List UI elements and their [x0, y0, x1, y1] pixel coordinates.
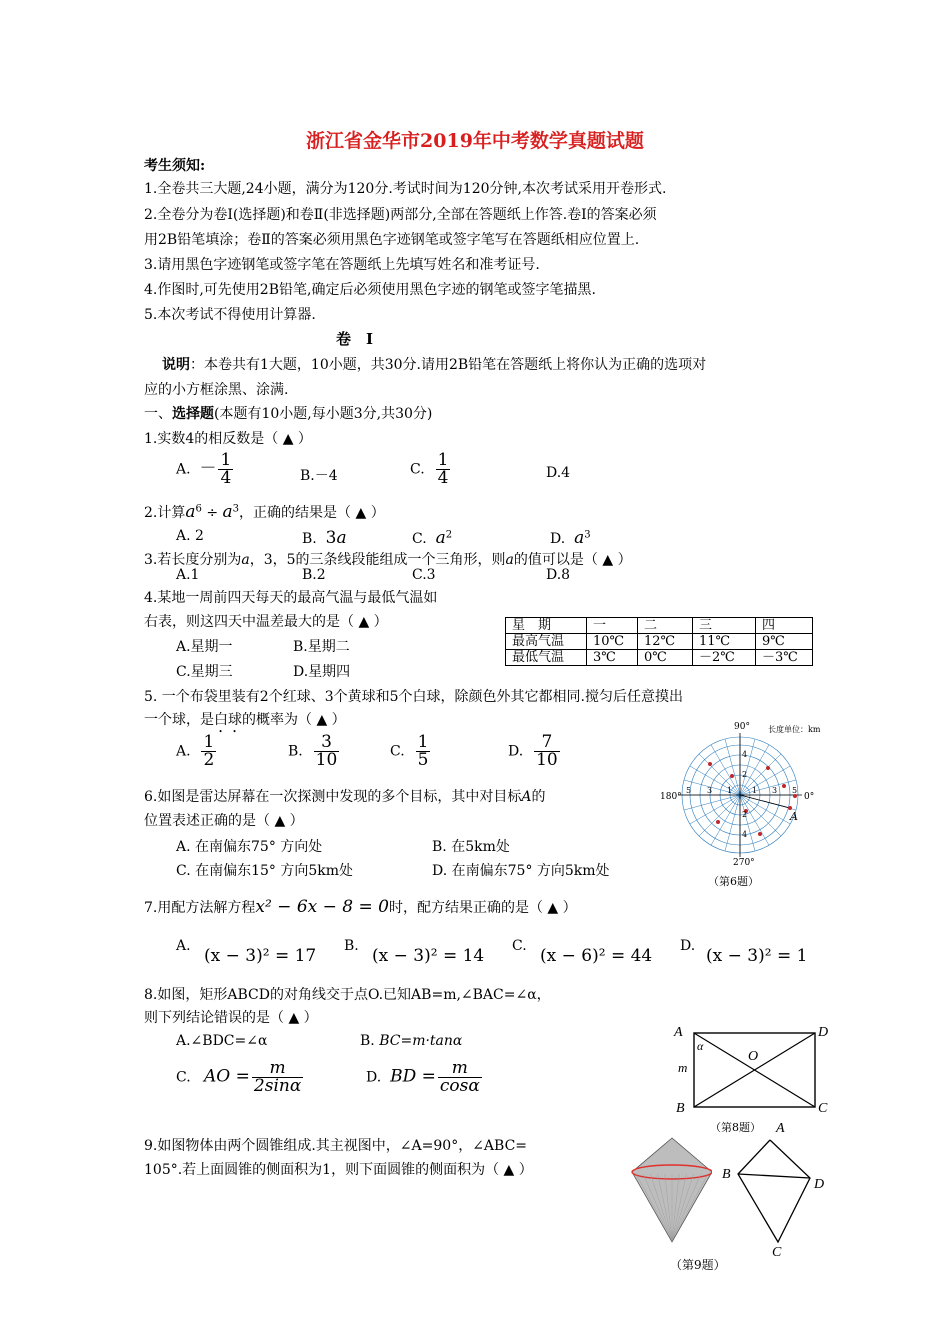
explain-text: ：本卷共有1大题，10小题，共30分.请用2B铅笔在答题纸上将你认为正确的选项对: [190, 357, 707, 373]
q3-stem: 3.若长度分别为a，3，5的三条线段能组成一个三角形，则a的值可以是（ ▲ ）: [144, 552, 632, 568]
section-prefix: 一、: [144, 406, 172, 422]
q2-option-d: D. $a^3$: [550, 528, 591, 548]
radar-spoke: [699, 795, 740, 836]
radar-figure: [660, 716, 840, 891]
q8-option-d: D. BD = $\frac{m}{\cos\alpha}$: [366, 1058, 480, 1096]
cone-label-c: C: [772, 1245, 782, 1260]
svg-text:4: 4: [742, 750, 748, 759]
q5-option-c: C. $\frac{1}{5}$: [390, 732, 429, 770]
radar-spoke: [740, 795, 755, 851]
rect-label-d: D: [818, 1025, 829, 1040]
q6-option-d: D. 在南偏东75° 方向5km处: [432, 863, 610, 879]
cone-label-a: A: [776, 1121, 785, 1136]
notice-line-5: 4.作图时,可先使用2B铅笔,确定后必须使用黑色字迹的钢笔或签字笔描黑.: [144, 282, 596, 298]
svg-text:2: 2: [742, 770, 748, 779]
svg-text:3: 3: [707, 786, 713, 795]
q3-option-b: B.2: [302, 567, 326, 583]
svg-text:1: 1: [727, 786, 733, 795]
volume-heading: 卷 Ⅰ: [336, 330, 374, 348]
radar-label-90: 90°: [734, 722, 750, 732]
rect-label-o: O: [748, 1049, 759, 1064]
rect-label-m: m: [678, 1060, 688, 1075]
q7-option-c: C.: [512, 938, 527, 954]
table-row: 最低气温 3℃ 0℃ －2℃ －3℃: [506, 650, 813, 666]
q3-option-d: D.8: [546, 567, 571, 583]
explain-label: 说明: [162, 357, 190, 373]
q6-option-a: A. 在南偏东75° 方向处: [176, 839, 323, 855]
q9-line-1: 9.如图物体由两个圆锥组成.其主视图中，∠A=90°，∠ABC=: [144, 1138, 528, 1154]
q7-option-a-value: (x − 3)² = 17: [204, 946, 317, 966]
section-name: 选择题: [172, 406, 214, 422]
q5-white-emphasis: 白球: [214, 712, 242, 728]
q7-option-b-value: (x − 3)² = 14: [372, 946, 485, 966]
q1-option-d: D.4: [546, 465, 571, 481]
q9-line-2: 105°.若上面圆锥的侧面积为1，则下面圆锥的侧面积为（ ▲ ）: [144, 1162, 533, 1178]
q7-option-d: D.: [680, 938, 696, 954]
q1-minus: －: [199, 458, 217, 479]
radar-label-0: 0°: [804, 792, 815, 802]
q4-line-1: 4.某地一周前四天每天的最高气温与最低气温如: [144, 590, 438, 606]
rect-label-a: A: [674, 1025, 683, 1040]
rect-label-c: C: [818, 1101, 828, 1116]
q6-line-2: 位置表述正确的是（ ▲ ）: [144, 813, 304, 829]
q5-option-a: A. $\frac{1}{2}$: [176, 732, 215, 770]
q4-option-b: B.星期二: [293, 639, 350, 655]
q7-option-b: B.: [344, 938, 359, 954]
radar-spoke: [711, 795, 740, 845]
q2-option-a: A. 2: [176, 528, 204, 544]
radar-spoke: [690, 795, 740, 824]
notice-line-4: 3.请用黑色字迹钢笔或签字笔在答题纸上先填写姓名和准考证号.: [144, 257, 540, 273]
q1-option-c: [410, 452, 452, 487]
double-cone-figure: [628, 1136, 712, 1246]
page-title: 浙江省金华市2019年中考数学真题试题: [306, 130, 644, 152]
svg-text:4: 4: [742, 830, 748, 839]
q1-a-fraction: $\frac{1}{4}$: [220, 450, 232, 488]
q3-option-a: A.1: [176, 567, 200, 583]
notice-line-1: 1.全卷共三大题,24小题，满分为120分.考试时间为120分钟,本次考试采用开卷形式.: [144, 181, 667, 197]
notice-line-6: 5.本次考试不得使用计算器.: [144, 307, 316, 323]
q1-a-label: A.: [176, 461, 191, 478]
notice-heading: 考生须知:: [144, 158, 206, 174]
svg-text:2: 2: [742, 810, 748, 819]
q8-option-a: A.∠BDC=∠α: [176, 1033, 268, 1049]
radar-spoke: [740, 766, 790, 795]
radar-spoke: [740, 795, 790, 824]
q5-line-1: 5. 一个布袋里装有2个红球、3个黄球和5个白球，除颜色外其它都相同.搅匀后任意摸出: [144, 689, 683, 705]
svg-text:5: 5: [686, 786, 692, 795]
q2-option-b: B. 3a: [302, 528, 347, 548]
temperature-table: [505, 617, 813, 666]
q8-line-2: 则下列结论错误的是（ ▲ ）: [144, 1010, 318, 1026]
rect-label-b: B: [676, 1101, 685, 1116]
q1-option-a: [176, 452, 235, 487]
radar-spoke: [725, 795, 740, 851]
q8-option-c: C. AO = $\frac{m}{2\sin\alpha}$: [176, 1058, 302, 1096]
q7-option-a: A.: [176, 938, 191, 954]
q6-option-b: B. 在5km处: [432, 839, 510, 855]
q6-option-c: C. 在南偏东15° 方向5km处: [176, 863, 354, 879]
q8-line-1: 8.如图，矩形ABCD的对角线交于点O.已知AB=m,∠BAC=∠α，: [144, 987, 551, 1003]
radar-label-270: 270°: [733, 858, 755, 868]
q4-option-d: D.星期四: [293, 664, 351, 680]
table-row: 星 期 一 二 三 四: [506, 618, 813, 634]
cone-label-b: B: [722, 1167, 731, 1182]
radar-spoke: [740, 780, 796, 795]
q7-option-d-value: (x − 3)² = 1: [706, 946, 808, 966]
explain-line-2: 应的小方框涂黑、涂满.: [144, 382, 289, 398]
radar-spoke: [684, 795, 740, 810]
q4-option-c: C.星期三: [176, 664, 233, 680]
q5-option-d: D. $\frac{7}{10}$: [508, 732, 558, 770]
q1-option-b: B.－4: [300, 468, 338, 484]
section-heading: [144, 403, 432, 423]
front-view-figure: [712, 1116, 832, 1264]
q5-line-2: 一个球，是白球的概率为（ ▲ ）: [144, 712, 346, 728]
radar-caption: （第6题）: [708, 875, 759, 888]
q6-line-1: 6.如图是雷达屏幕在一次探测中发现的多个目标，其中对目标A的: [144, 789, 546, 805]
radar-unit: 长度单位：km: [768, 725, 821, 734]
radar-label-180: 180°: [660, 792, 682, 802]
q7-stem: 7.用配方法解方程x² − 6x − 8 = 0时，配方结果正确的是（ ▲ ）: [144, 897, 577, 917]
section-note: (本题有10小题,每小题3分,共30分): [214, 406, 433, 422]
radar-spoke: [699, 754, 740, 795]
q1-c-label: C.: [410, 461, 425, 478]
radar-spoke: [711, 745, 740, 795]
radar-target-a: A: [790, 810, 798, 823]
svg-text:5: 5: [792, 786, 798, 795]
q3-option-c: C.3: [412, 567, 436, 583]
explain-line-1: [162, 354, 706, 374]
table-row: 最高气温 10℃ 12℃ 11℃ 9℃: [506, 634, 813, 650]
cone-caption: （第9题）: [670, 1258, 726, 1272]
q2-option-c: C. $a^2$: [412, 528, 453, 548]
notice-line-3: 用2B铅笔填涂；卷Ⅱ的答案必须用黑色字迹钢笔或签字笔写在答题纸相应位置上.: [144, 232, 640, 248]
rect-caption: （第8题）: [710, 1121, 761, 1134]
q1-stem: 1.实数4的相反数是（ ▲ ）: [144, 431, 312, 447]
q1-c-fraction: $\frac{1}{4}$: [437, 450, 449, 488]
q5-option-b: B. $\frac{3}{10}$: [288, 732, 338, 770]
cone-label-d: D: [814, 1177, 825, 1192]
q2-stem: 2.计算$a^6 \div a^3$，正确的结果是（ ▲ ）: [144, 502, 385, 522]
q7-option-c-value: (x − 6)² = 44: [540, 946, 653, 966]
radar-spoke: [690, 766, 740, 795]
svg-text:1: 1: [752, 786, 758, 795]
q4-line-2: 右表，则这四天中温差最大的是（ ▲ ）: [144, 614, 388, 630]
q8-option-b: B. BC=m·tanα: [360, 1033, 463, 1049]
svg-text:3: 3: [772, 786, 778, 795]
q4-option-a: A.星期一: [176, 639, 233, 655]
rect-label-alpha: α: [697, 1039, 704, 1053]
notice-line-2: 2.全卷分为卷Ⅰ(选择题)和卷Ⅱ(非选择题)两部分,全部在答题纸上作答.卷Ⅰ的答案必须: [144, 207, 657, 223]
q7-equation: x² − 6x − 8 = 0: [255, 897, 389, 917]
